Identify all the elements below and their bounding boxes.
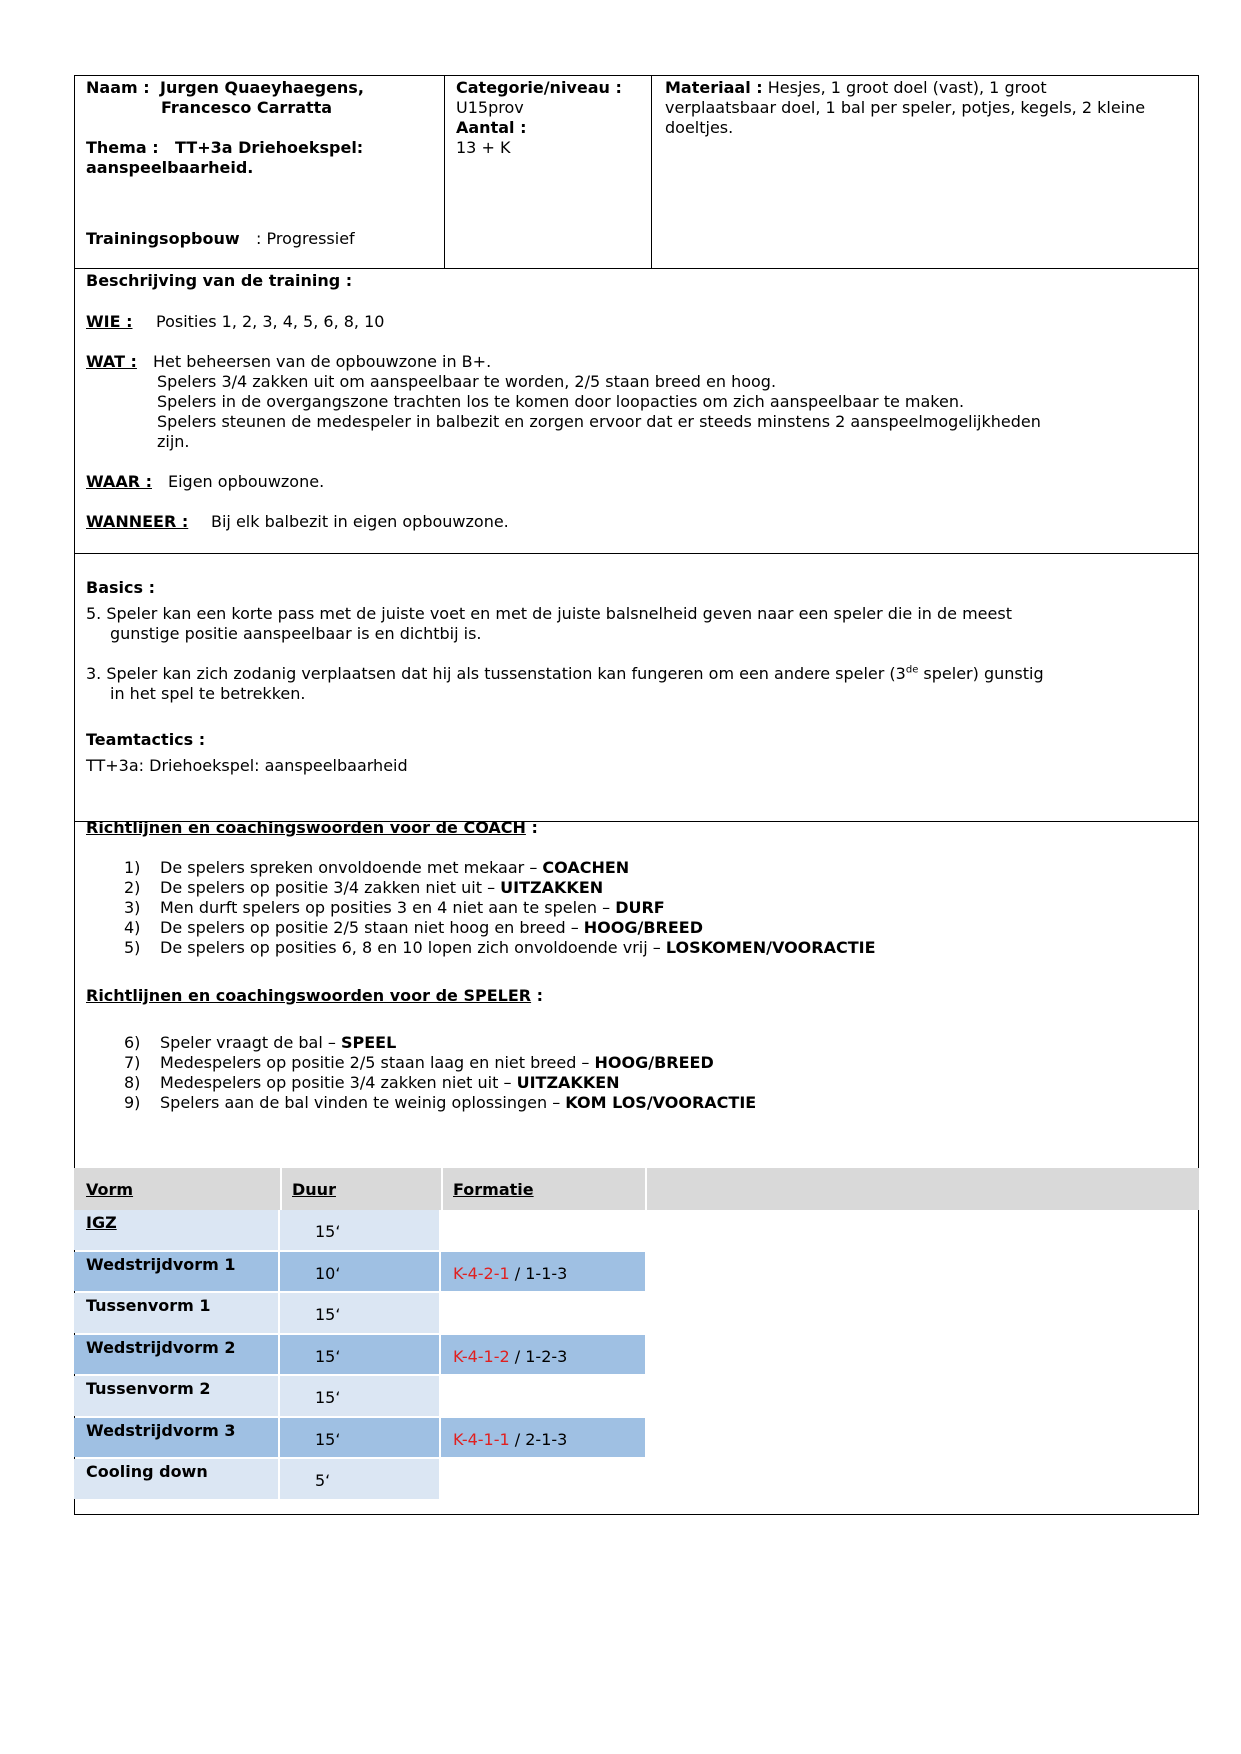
wat-label: WAT :: [86, 352, 137, 371]
schedule-row-duur: 5‘: [315, 1471, 331, 1490]
basics-item3-text-end: speler) gunstig: [918, 664, 1044, 683]
materiaal-line2: verplaatsbaar doel, 1 bal per speler, potjes, kegels, 2 kleine: [665, 98, 1146, 117]
speler-item-text: Medespelers op positie 2/5 staan laag en niet breed –: [160, 1053, 595, 1072]
schedule-row-duur: 15‘: [315, 1346, 341, 1366]
materiaal-value: Hesjes, 1 groot doel (vast), 1 groot: [762, 78, 1047, 97]
speler-num: 6): [124, 1033, 141, 1052]
coach-title-line: [86, 818, 538, 838]
coach-num: 3): [124, 898, 141, 917]
basics-item3-line2: in het spel te betrekken.: [110, 684, 306, 703]
schedule-row-duur: 15‘: [315, 1429, 341, 1449]
coach-num: 4): [124, 918, 141, 937]
schedule-row-formatie-rest: / 2-1-3: [509, 1429, 568, 1449]
speler-item-text: Spelers aan de bal vinden te weinig oplossingen –: [160, 1093, 566, 1112]
schedule-row-duur-cell: [280, 1293, 439, 1333]
schedule-row-vorm: Tussenvorm 2: [86, 1379, 211, 1398]
waar-label: WAAR :: [86, 472, 152, 491]
schedule-row-duur-cell: [280, 1459, 439, 1499]
speler-num: 7): [124, 1053, 141, 1072]
schedule-row-vorm: Wedstrijdvorm 2: [86, 1337, 236, 1357]
coach-item-keyword: UITZAKKEN: [500, 878, 604, 897]
schedule-row-formatie: [453, 1264, 567, 1284]
divider-header: [74, 268, 1199, 269]
wat-line-4: zijn.: [157, 432, 190, 451]
schedule-row-formatie: [453, 1430, 567, 1450]
speler-item-keyword: HOOG/BREED: [594, 1053, 714, 1072]
opbouw-value: : Progressief: [256, 229, 355, 248]
coach-title-colon: :: [525, 818, 538, 837]
schedule-row-duur: 15‘: [315, 1388, 341, 1407]
schedule-row-duur-cell: [280, 1252, 439, 1292]
coach-item-keyword: LOSKOMEN/VOORACTIE: [665, 938, 876, 957]
schedule-row-duur: 15‘: [315, 1222, 341, 1241]
opbouw-label: Trainingsopbouw: [86, 229, 240, 248]
divider-col1: [444, 75, 445, 269]
schedule-row-formatie-highlight: K-4-1-2: [453, 1346, 510, 1366]
teamtactics-title: Teamtactics :: [86, 730, 206, 749]
schedule-row-duur-cell: [280, 1376, 439, 1416]
materiaal-line3: doeltjes.: [665, 118, 734, 137]
materiaal-label: Materiaal :: [665, 78, 763, 97]
schedule-header-formatie: Formatie: [453, 1180, 534, 1199]
coach-num: 5): [124, 938, 141, 957]
materiaal-line1: [665, 78, 1047, 98]
wanneer-value: Bij elk balbezit in eigen opbouwzone.: [211, 512, 509, 531]
speler-item: [160, 1093, 756, 1113]
speler-item-keyword: SPEEL: [340, 1033, 397, 1052]
speler-item-keyword: UITZAKKEN: [516, 1073, 620, 1092]
basics-item3-line1: [86, 664, 1044, 684]
speler-item: [160, 1073, 620, 1093]
divider-beschrijving: [74, 553, 1199, 554]
coach-item-text: Men durft spelers op posities 3 en 4 niet aan te spelen –: [160, 898, 616, 917]
coach-item: [160, 878, 603, 898]
wat-line-0: Het beheersen van de opbouwzone in B+.: [153, 352, 492, 371]
coach-item: [160, 918, 703, 938]
divider-col2: [651, 75, 652, 269]
thema-line1: TT+3a Driehoekspel:: [175, 138, 364, 157]
speler-item: [160, 1033, 396, 1053]
speler-num: 9): [124, 1093, 141, 1112]
aantal-value: 13 + K: [456, 138, 511, 157]
coach-item-text: De spelers op posities 6, 8 en 10 lopen zich onvoldoende vrij –: [160, 938, 666, 957]
schedule-row-vorm: IGZ: [86, 1213, 117, 1232]
coach-item-text: De spelers spreken onvoldoende met mekaar –: [160, 858, 543, 877]
basics-title: Basics :: [86, 578, 155, 597]
naam-label: Naam :: [86, 78, 150, 97]
speler-item-text: Medespelers op positie 3/4 zakken niet uit –: [160, 1073, 517, 1092]
schedule-header-band: [74, 1168, 1199, 1210]
schedule-row-vorm: Tussenvorm 1: [86, 1296, 211, 1315]
wat-line-1: Spelers 3/4 zakken uit om aanspeelbaar te worden, 2/5 staan breed en hoog.: [157, 372, 777, 391]
schedule-row-vorm: Cooling down: [86, 1462, 208, 1481]
schedule-row-vorm: Wedstrijdvorm 3: [86, 1420, 236, 1440]
coach-item-keyword: COACHEN: [542, 858, 630, 877]
speler-num: 8): [124, 1073, 141, 1092]
waar-value: Eigen opbouwzone.: [168, 472, 325, 491]
teamtactics-value: TT+3a: Driehoekspel: aanspeelbaarheid: [86, 756, 408, 775]
basics-item5-line1: 5. Speler kan een korte pass met de juiste voet en met de juiste balsnelheid geven naar een speler die in de meest: [86, 604, 1012, 623]
schedule-row-duur: 10‘: [315, 1263, 341, 1283]
basics-item5-line2: gunstige positie aanspeelbaar is en dichtbij is.: [110, 624, 482, 643]
speler-item-keyword: KOM LOS/VOORACTIE: [565, 1093, 757, 1112]
wanneer-label: WANNEER :: [86, 512, 189, 531]
schedule-row-formatie-rest: / 1-1-3: [509, 1263, 568, 1283]
speler-item: [160, 1053, 714, 1073]
schedule-header-separator: [441, 1168, 443, 1210]
schedule-header-separator: [645, 1168, 647, 1210]
thema-line2: aanspeelbaarheid.: [86, 158, 254, 177]
coach-item: [160, 858, 629, 878]
wat-line-3: Spelers steunen de medespeler in balbezit en zorgen ervoor dat er steeds minstens 2 aanspeelmogelijkheden: [157, 412, 1041, 431]
coach-item-text: De spelers op positie 3/4 zakken niet uit –: [160, 878, 501, 897]
schedule-row-duur-cell: [280, 1335, 439, 1375]
coach-num: 1): [124, 858, 141, 877]
coach-item: [160, 898, 665, 918]
schedule-row-duur-cell: [280, 1210, 439, 1250]
basics-item3-text: 3. Speler kan zich zodanig verplaatsen dat hij als tussenstation kan fungeren om een andere speler (3: [86, 664, 906, 683]
aantal-label: Aantal :: [456, 118, 527, 137]
schedule-row-duur: 15‘: [315, 1305, 341, 1324]
schedule-row-formatie-highlight: K-4-2-1: [453, 1263, 510, 1283]
coach-title: Richtlijnen en coachingswoorden voor de COACH: [86, 818, 526, 837]
speler-item-text: Speler vraagt de bal –: [160, 1033, 341, 1052]
schedule-row-duur-cell: [280, 1418, 439, 1458]
coach-item: [160, 938, 876, 958]
categorie-value: U15prov: [456, 98, 524, 117]
coach-item-keyword: DURF: [615, 898, 665, 917]
wie-label: WIE :: [86, 312, 133, 331]
speler-title-line: [86, 986, 543, 1006]
schedule-header-separator: [280, 1168, 282, 1210]
speler-title-colon: :: [531, 986, 544, 1005]
basics-item3-superscript: de: [905, 664, 919, 676]
thema-label: Thema :: [86, 138, 159, 157]
speler-title: Richtlijnen en coachingswoorden voor de SPELER: [86, 986, 532, 1005]
beschrijving-title: Beschrijving van de training :: [86, 271, 353, 290]
coach-item-text: De spelers op positie 2/5 staan niet hoog en breed –: [160, 918, 584, 937]
coach-num: 2): [124, 878, 141, 897]
naam-line2: Francesco Carratta: [161, 98, 333, 117]
categorie-label: Categorie/niveau :: [456, 78, 622, 97]
naam-line1: Jurgen Quaeyhaegens,: [160, 78, 364, 97]
wie-value: Posities 1, 2, 3, 4, 5, 6, 8, 10: [156, 312, 385, 331]
schedule-header-vorm: Vorm: [86, 1180, 134, 1199]
schedule-row-vorm: Wedstrijdvorm 1: [86, 1254, 236, 1274]
coach-item-keyword: HOOG/BREED: [583, 918, 704, 937]
schedule-row-formatie-highlight: K-4-1-1: [453, 1429, 510, 1449]
wat-line-2: Spelers in de overgangszone trachten los te komen door loopacties om zich aanspeelbaar te maken.: [157, 392, 965, 411]
schedule-header-duur: Duur: [292, 1180, 336, 1199]
schedule-row-formatie-rest: / 1-2-3: [509, 1346, 568, 1366]
schedule-row-formatie: [453, 1347, 567, 1367]
